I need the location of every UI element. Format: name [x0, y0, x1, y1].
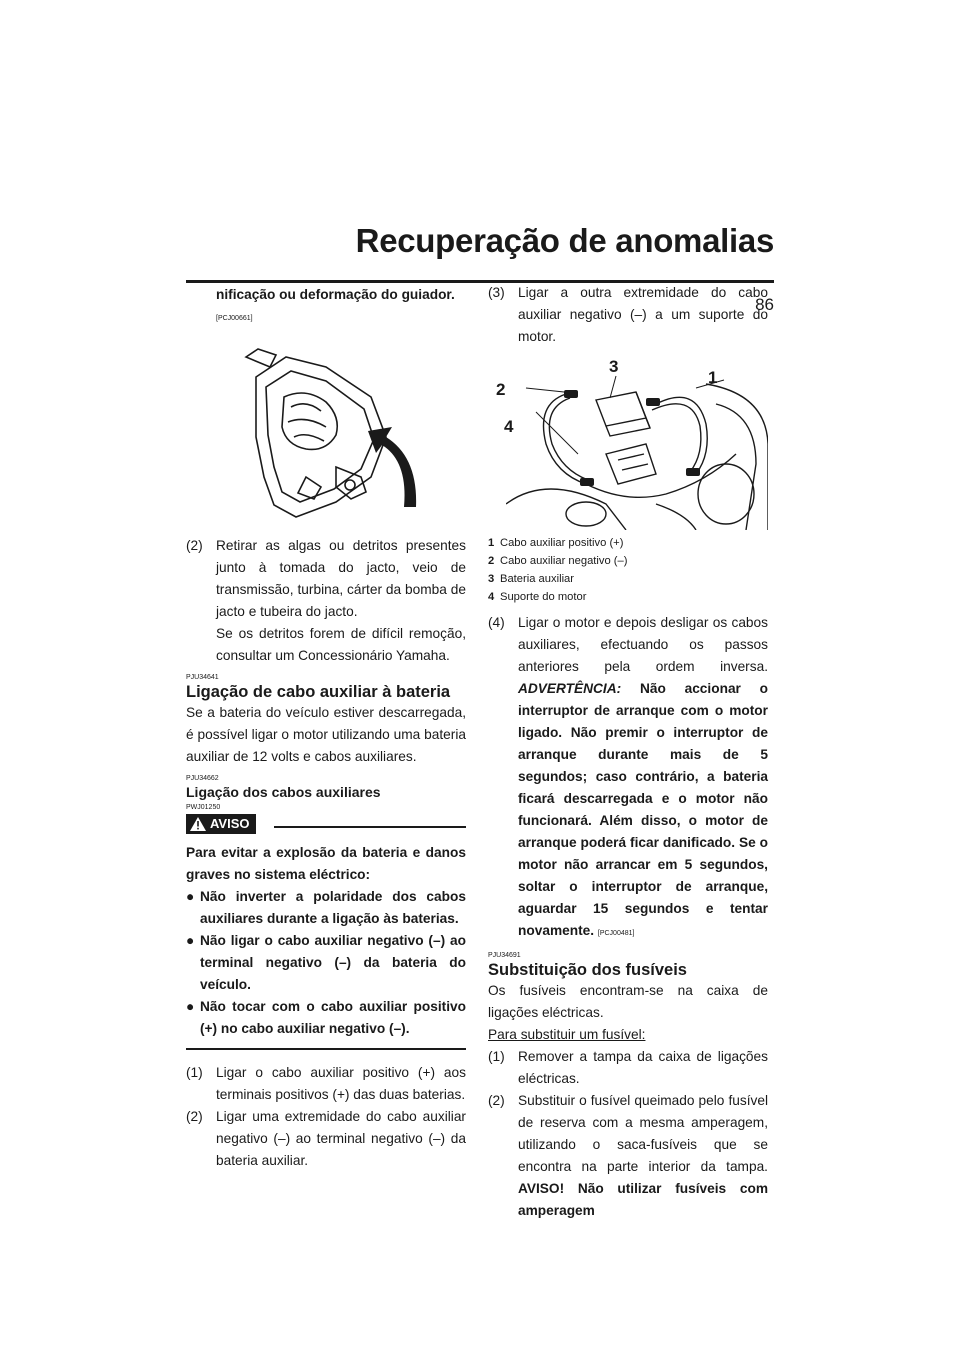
jet-ski-figure — [186, 327, 466, 535]
battery-figure — [488, 354, 768, 530]
page-title: Recuperação de anomalias — [355, 222, 774, 259]
step-text: Remover a tampa da caixa de ligações eléctricas. — [518, 1049, 768, 1086]
jet-ski-illustration — [186, 327, 466, 535]
fuse-step-2 — [488, 1090, 768, 1222]
fuse-step-1 — [488, 1046, 768, 1090]
step-number: (2) — [186, 538, 203, 553]
warning-triangle-icon — [190, 817, 206, 831]
legend-item: 1 Cabo auxiliar positivo (+) — [488, 537, 624, 549]
warning-badge — [186, 814, 256, 834]
left-column — [186, 282, 466, 1172]
caution-text: Não accionar o interruptor de arranque com o motor ligado. Não premir o interruptor de arranque durante mais de 5 segundos; caso contrário, a bateria ficará descarregada e o motor não funcionará. Além disso, o motor de arranque poderá ficar danificado. Se o motor não arrancar em 5 segundos, soltar o interruptor de arranque, aguardar 15 segundos e tentar novamente. — [518, 681, 769, 938]
warning-box — [186, 812, 466, 1050]
warning-code: PWJ01250 — [186, 804, 221, 811]
jump-step-1 — [186, 1062, 466, 1106]
warning-top-rule — [274, 826, 466, 828]
notice-text: Não utilizar fusíveis com amperagem — [518, 1181, 768, 1218]
caution-label: ADVERTÊNCIA: — [518, 681, 622, 696]
right-column — [488, 282, 768, 1222]
step-text: Retirar as algas ou detritos presentes junto à tomada do jacto, veio de transmissão, turbina, cárter da bomba de jacto e tubeira do jacto. — [216, 538, 466, 619]
section-paragraph: Se a bateria do veículo estiver descarregada, é possível ligar o motor utilizando uma bateria auxiliar de 12 volts e cabos auxiliares. — [186, 705, 466, 764]
step-number: (3) — [488, 285, 505, 300]
step-2 — [186, 535, 466, 667]
callout-2: 2 — [496, 380, 506, 399]
step-text: Ligar o cabo auxiliar positivo (+) aos terminais positivos (+) das duas baterias. — [216, 1065, 466, 1102]
section-code: PJU34641 — [186, 674, 219, 681]
step-extra-text: Se os detritos forem de difícil remoção, consultar um Concessionário Yamaha. — [216, 626, 466, 663]
step-number: (1) — [488, 1049, 505, 1064]
warning-lead: Para evitar a explosão da bateria e danos graves no sistema eléctrico: — [186, 845, 466, 882]
warning-bullet: ● Não inverter a polaridade dos cabos auxiliares durante a ligação às baterias. — [186, 889, 466, 926]
warning-label: AVISO — [210, 816, 250, 831]
continued-warning-text: nificação ou deformação do guiador. — [216, 287, 455, 302]
step-number: (1) — [186, 1065, 203, 1080]
legend-item: 3 Bateria auxiliar — [488, 573, 574, 585]
jump-step-3 — [488, 282, 768, 348]
caution-code: [PCJ00661] — [216, 315, 253, 322]
subsection-heading-cables: Ligação dos cabos auxiliares — [186, 784, 381, 800]
step-text: Ligar uma extremidade do cabo auxiliar negativo (–) ao terminal negativo (–) da bateria auxiliar. — [216, 1109, 466, 1168]
step-number: (4) — [488, 615, 505, 630]
jump-step-4 — [488, 612, 768, 945]
subsection-code: PJU34662 — [186, 775, 219, 782]
procedure-heading: Para substituir um fusível: — [488, 1027, 646, 1042]
warning-bottom-rule — [186, 1048, 466, 1050]
section-heading-jump-start: Ligação de cabo auxiliar à bateria — [186, 683, 451, 701]
step-number: (2) — [488, 1093, 505, 1108]
step-number: (2) — [186, 1109, 203, 1124]
section-code: PJU34691 — [488, 952, 521, 959]
callout-4: 4 — [504, 417, 514, 436]
warning-bullet: ● Não tocar com o cabo auxiliar positivo (+) no cabo auxiliar negativo (–). — [186, 999, 466, 1036]
step-text: Ligar a outra extremidade do cabo auxiliar negativo (–) a um suporte do motor. — [518, 285, 768, 344]
jump-step-2 — [186, 1106, 466, 1172]
callout-3: 3 — [609, 357, 619, 376]
warning-bullet: ● Não ligar o cabo auxiliar negativo (–) ao terminal negativo (–) da bateria do veículo. — [186, 933, 466, 992]
section-paragraph: Os fusíveis encontram-se na caixa de ligações eléctricas. — [488, 983, 768, 1020]
figure-legend — [488, 534, 768, 606]
step-text: Substituir o fusível queimado pelo fusível de reserva com a mesma amperagem, utilizando o saca-fusíveis que se encontra na parte interior da tampa. — [518, 1093, 768, 1174]
notice-label: AVISO! — [518, 1181, 565, 1196]
legend-item: 4 Suporte do motor — [488, 591, 587, 603]
battery-connection-illustration — [506, 354, 768, 530]
page-number: 86 — [755, 295, 774, 314]
step-text: Ligar o motor e depois desligar os cabos auxiliares, efectuando os passos anteriores pela ordem inversa. — [518, 615, 768, 674]
section-heading-fuses: Substituição dos fusíveis — [488, 961, 687, 979]
callout-1: 1 — [708, 368, 718, 387]
caution-code: [PCJ00481] — [597, 930, 635, 937]
legend-item: 2 Cabo auxiliar negativo (–) — [488, 555, 628, 567]
